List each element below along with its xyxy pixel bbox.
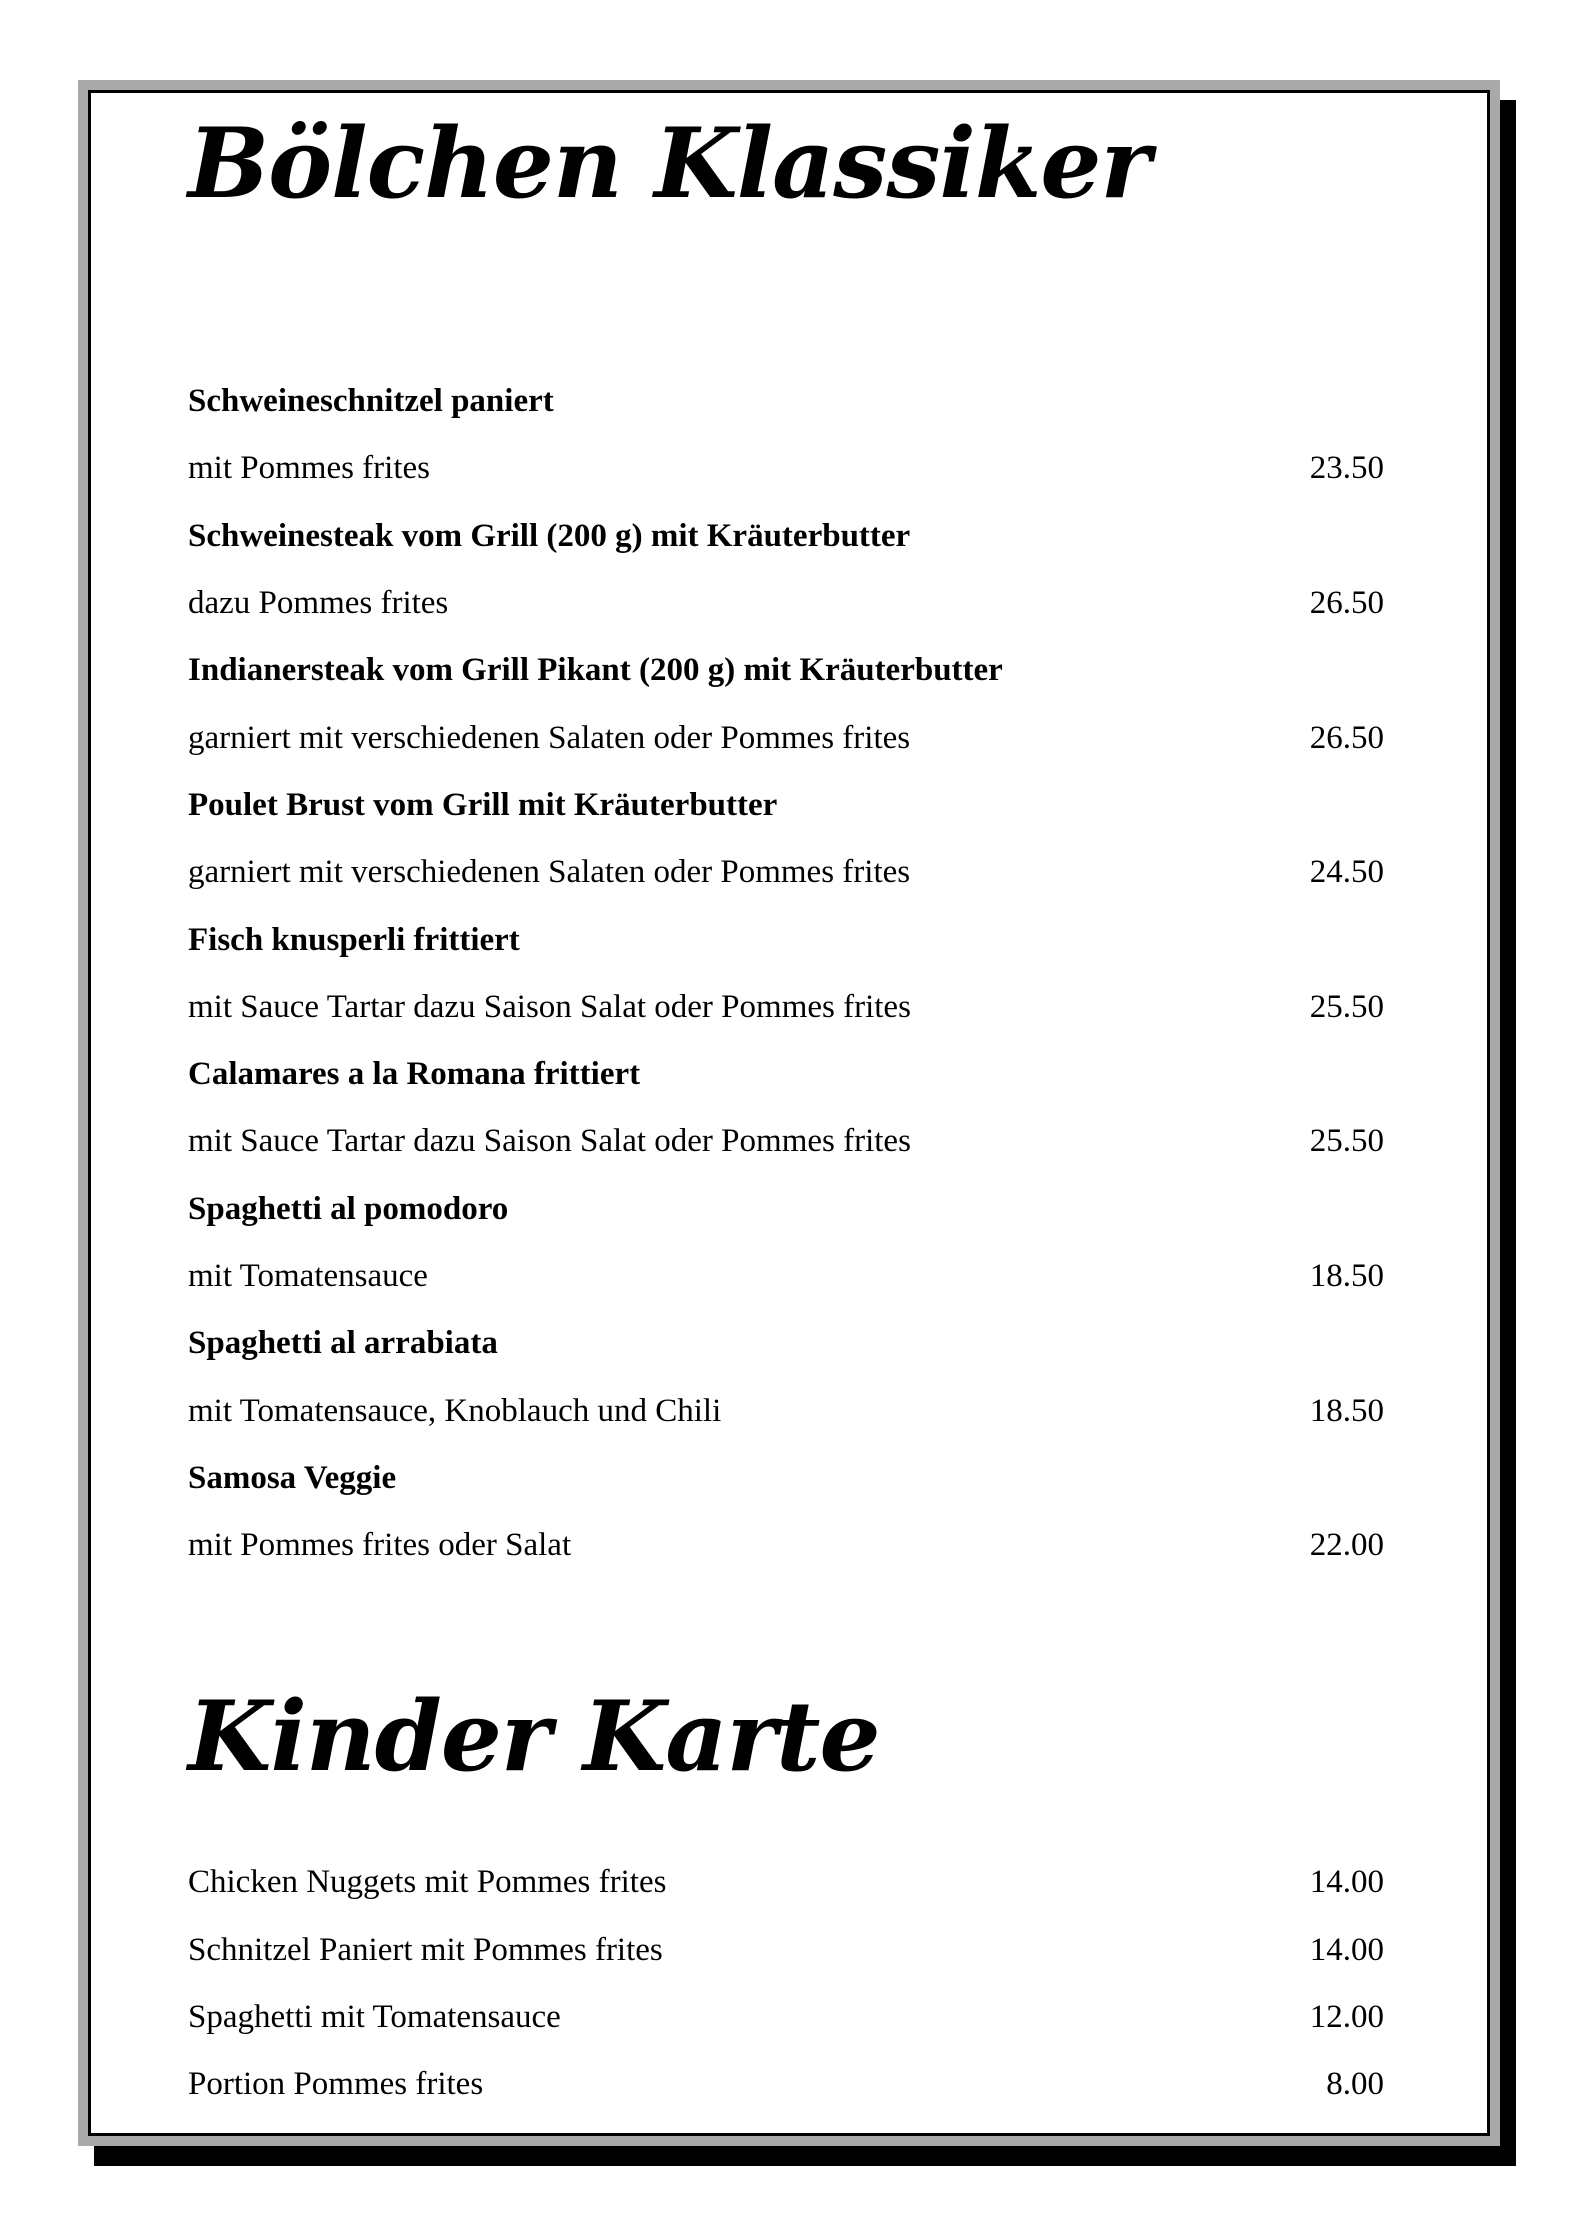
item-desc-row xyxy=(188,1108,1400,1175)
item-description: mit Pommes frites oder Salat xyxy=(188,1527,572,1564)
item-desc-row xyxy=(188,704,1400,771)
item-price: 26.50 xyxy=(1309,719,1384,756)
item-desc-row xyxy=(188,570,1400,637)
item-price: 23.50 xyxy=(1309,450,1384,487)
item-desc-row xyxy=(188,1377,1400,1444)
item-description: mit Sauce Tartar dazu Saison Salat oder Pommes frites xyxy=(188,988,911,1025)
item-name: Schweinesteak vom Grill (200 g) mit Kräuterbutter xyxy=(188,517,911,554)
item-desc-row xyxy=(188,435,1400,502)
item-price: 26.50 xyxy=(1309,585,1384,622)
item-price: 24.50 xyxy=(1309,854,1384,891)
item-description: dazu Pommes frites xyxy=(188,585,449,622)
menu-item xyxy=(188,637,1400,772)
item-price: 14.00 xyxy=(1309,1931,1384,1968)
item-description: mit Tomatensauce xyxy=(188,1258,428,1294)
menu-page xyxy=(188,100,1400,2119)
menu-item xyxy=(188,1176,1400,1311)
item-desc-row xyxy=(188,1512,1400,1579)
item-name: Schweineschnitzel paniert xyxy=(188,383,554,420)
kids-item xyxy=(188,1984,1400,2051)
item-name: Schnitzel Paniert mit Pommes frites xyxy=(188,1931,663,1968)
item-name: Spaghetti mit Tomatensauce xyxy=(188,1999,561,2036)
menu-item xyxy=(188,1041,1400,1176)
item-name: Indianersteak vom Grill Pikant (200 g) mit Kräuterbutter xyxy=(188,652,1003,689)
item-description: garniert mit verschiedenen Salaten oder Pommes frites xyxy=(188,854,911,891)
item-desc-row xyxy=(188,1243,1400,1310)
item-price: 22.00 xyxy=(1309,1527,1384,1564)
classics-title: Bölchen Klassiker xyxy=(188,107,1151,220)
item-price: 14.00 xyxy=(1309,1864,1384,1901)
item-name: Poulet Brust vom Grill mit Kräuterbutter xyxy=(188,786,778,823)
item-name: Samosa Veggie xyxy=(188,1459,397,1496)
item-price: 25.50 xyxy=(1309,988,1384,1025)
menu-item xyxy=(188,1445,1400,1580)
item-price: 18.50 xyxy=(1309,1392,1384,1429)
item-price: 12.00 xyxy=(1309,1999,1384,2036)
kids-item xyxy=(188,1917,1400,1984)
menu-item xyxy=(188,368,1400,503)
item-name: Fisch knusperli frittiert xyxy=(188,921,520,958)
kids-item xyxy=(188,2051,1400,2118)
item-price: 8.00 xyxy=(1326,2066,1384,2103)
kids-list xyxy=(188,1849,1400,2118)
kids-item xyxy=(188,1849,1400,1916)
menu-item xyxy=(188,906,1400,1041)
item-name: Spaghetti al pomodoro xyxy=(188,1190,509,1227)
kids-title: Kinder Karte xyxy=(188,1680,880,1794)
item-price: 25.50 xyxy=(1309,1123,1384,1160)
menu-item xyxy=(188,772,1400,907)
classics-list xyxy=(188,368,1400,1579)
item-description: mit Tomatensauce, Knoblauch und Chili xyxy=(188,1392,722,1429)
item-desc-row xyxy=(188,839,1400,906)
item-name: Calamares a la Romana frittiert xyxy=(188,1056,641,1093)
item-description: mit Pommes frites xyxy=(188,450,430,487)
item-price: 18.50 xyxy=(1309,1258,1384,1294)
menu-item xyxy=(188,1310,1400,1445)
item-name: Portion Pommes frites xyxy=(188,2066,484,2103)
item-name: Chicken Nuggets mit Pommes frites xyxy=(188,1864,667,1901)
item-desc-row xyxy=(188,974,1400,1041)
item-description: mit Sauce Tartar dazu Saison Salat oder Pommes frites xyxy=(188,1123,911,1160)
item-name: Spaghetti al arrabiata xyxy=(188,1325,498,1362)
menu-item xyxy=(188,503,1400,638)
item-description: garniert mit verschiedenen Salaten oder Pommes frites xyxy=(188,719,911,756)
